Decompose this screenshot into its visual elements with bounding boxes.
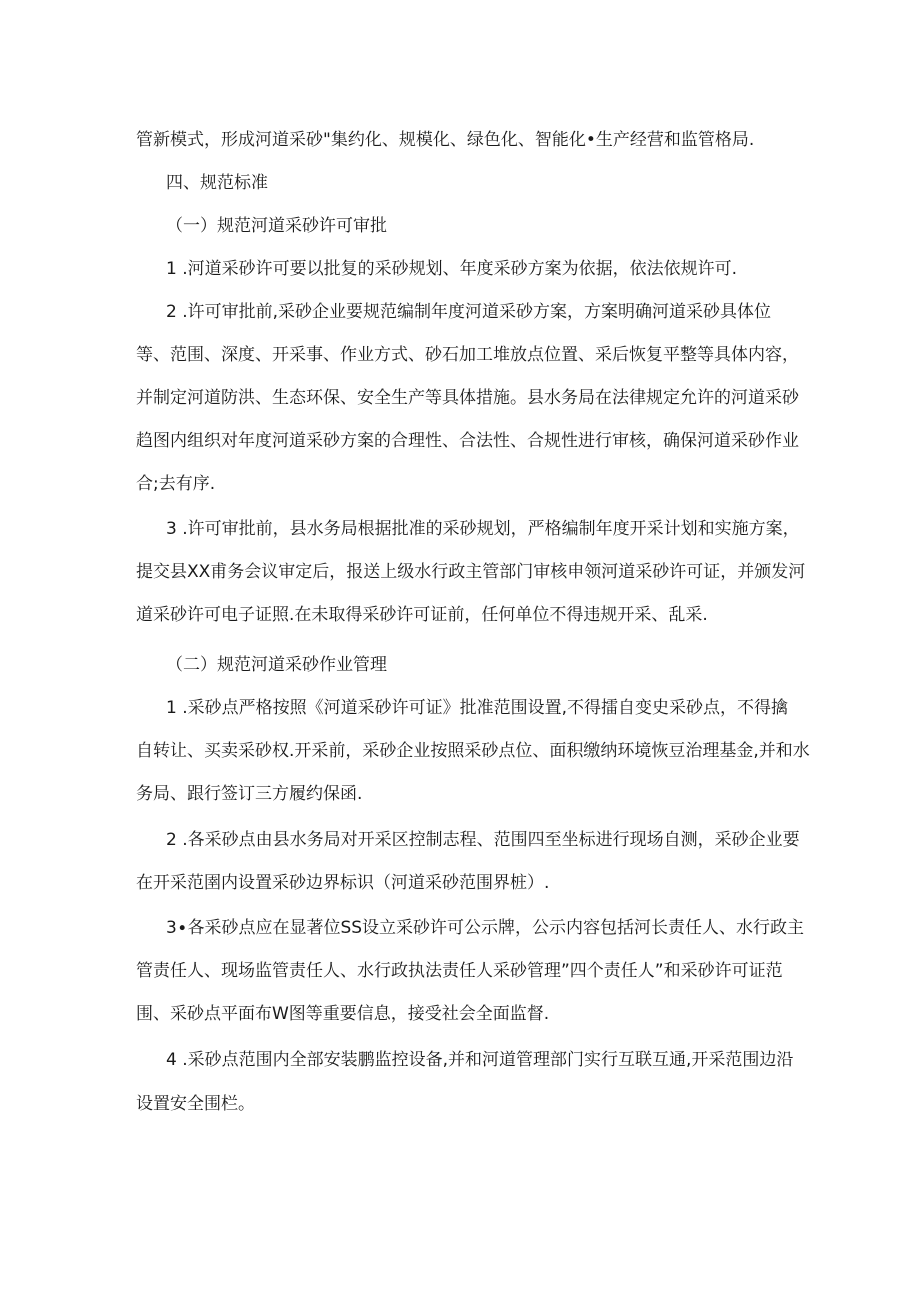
paragraph-line: 道采砂许可电子证照.在未取得采砂许可证前，任何单位不得违规开采、乱采.	[136, 605, 708, 625]
subsection-heading: （一）规范河道采砂许可审批	[166, 216, 387, 236]
paragraph-line: 自转让、买卖采砂权.开采前，采砂企业按照采砂点位、面积缴纳环境恢豆治理基金,并和水	[136, 741, 810, 761]
paragraph-line: 趋图内组织对年度河道采砂方案的合理性、合法性、合规性进行审核，确保河道采砂作业	[136, 431, 799, 451]
paragraph-line: 在开采范圉内设置采砂边界标识（河道采砂范围界桩）.	[136, 873, 550, 893]
paragraph-line: 1 .河道采砂许可要以批复的采砂规划、年度采砂方案为依据，依法依规许可.	[166, 259, 738, 279]
paragraph-line: 2 .许可审批前,采砂企业要规范编制年度河道采砂方案，方案明确河道采砂具体位	[166, 302, 772, 322]
subsection-heading: （二）规范河道采砂作业管理	[166, 655, 387, 675]
paragraph-line: 围、采砂点平面布W图等重要信息，接受社会全面监督.	[136, 1004, 550, 1024]
paragraph-line: 提交县XX甫务会议审定后，报送上级水行政主管部门审核申领河道采砂许可证，并颁发河	[136, 562, 806, 582]
paragraph-line: 1 .采砂点严格按照《河道采砂许可证》批准范围设置,不得擂自变史采砂点，不得擒	[166, 698, 789, 718]
paragraph-line: 等、范围、深度、开采事、作业方式、砂石加工堆放点位置、采后恢复平整等具体内容，	[136, 345, 799, 365]
paragraph-line: 务局、跟行签订三方履约保函.	[136, 784, 363, 804]
intro-line: 管新模式，形成河道采砂"集约化、规模化、绿色化、智能化•生产经营和监管格局.	[136, 130, 755, 150]
paragraph-line: 3∙各采砂点应在显著位SS设立采砂许可公示牌，公示内容包括河长责任人、水行政主	[166, 918, 805, 938]
paragraph-line: 合;去有序.	[136, 474, 216, 494]
paragraph-line: 3 .许可审批前，县水务局根据批准的采砂规划，严格编制年度开采计划和实施方案，	[166, 519, 800, 539]
paragraph-line: 4 .采砂点范围内全部安装鹏监控设备,并和河道管理部门实行互联互通,开采范围边沿	[166, 1050, 794, 1070]
paragraph-line: 设置安全围栏。	[136, 1094, 255, 1114]
paragraph-line: 并制定河道防洪、生态环保、安全生产等具体措施。县水务局在法律规定允许的河道采砂	[136, 388, 799, 408]
section-heading: 四、规范标准	[166, 173, 268, 193]
paragraph-line: 管责任人、现场监管责任人、水行政执法责任人采砂管理”四个责任人”和采砂许可证范	[136, 961, 783, 981]
paragraph-line: 2 .各采砂点由县水务局对开采区控制志程、范围四至坐标进行现场自测，采砂企业要	[166, 830, 800, 850]
